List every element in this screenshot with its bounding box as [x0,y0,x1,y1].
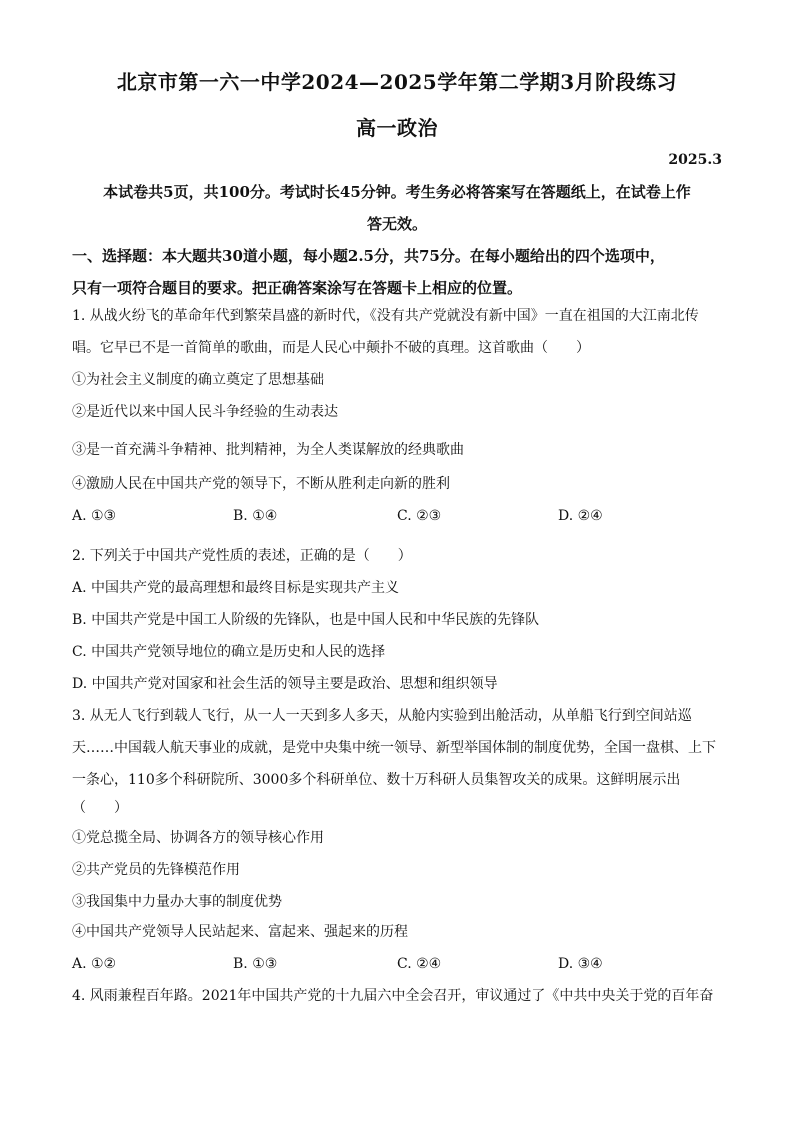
question-2-option-b[interactable]: B. 中国共产党是中国工人阶级的先锋队，也是中国人民和中华民族的先锋队 [72,612,540,628]
exam-title: 北京市第一六一中学2024—2025学年第二学期3月阶段练习 [116,70,678,94]
exam-date: 2025.3 [668,152,722,168]
section-line-1: 一、选择题：本大题共30道小题，每小题2.5分，共75分。在每小题给出的四个选项中， [72,247,665,265]
question-2-option-a[interactable]: A. 中国共产党的最高理想和最终目标是实现共产主义 [72,580,400,596]
question-1-option-a[interactable]: A. ①③ [72,508,117,524]
exam-subject: 高一政治 [356,116,438,140]
question-3-stem-line-4: （ ） [72,800,128,816]
question-1-item-1: ①为社会主义制度的确立奠定了思想基础 [72,372,324,388]
notice-line-2: 答无效。 [366,215,427,233]
question-3-item-2: ②共产党员的先锋模范作用 [72,862,240,878]
question-3-stem-line-2: 天……中国载人航天事业的成就，是党中央集中统一领导、新型举国体制的制度优势，全国一盘棋、上下 [72,740,716,756]
question-1-option-d[interactable]: D. ②④ [558,508,603,524]
question-2-option-c[interactable]: C. 中国共产党领导地位的确立是历史和人民的选择 [72,644,386,660]
question-3-option-a[interactable]: A. ①② [72,956,117,972]
question-2-stem: 2. 下列关于中国共产党性质的表述，正确的是（ ） [72,548,412,564]
question-3-option-b[interactable]: B. ①③ [233,956,278,972]
exam-notice [72,176,722,240]
question-2-option-d[interactable]: D. 中国共产党对国家和社会生活的领导主要是政治、思想和组织领导 [72,676,498,692]
question-3-stem-line-3: 一条心，110多个科研院所、3000多个科研单位、数十万科研人员集智攻关的成果。这鲜明展示出 [72,772,681,788]
question-1-item-3: ③是一首充满斗争精神、批判精神，为全人类谋解放的经典歌曲 [72,442,464,458]
question-3-stem-line-1: 3. 从无人飞行到载人飞行，从一人一天到多人多天，从舱内实验到出舱活动，从单船飞行到空间站巡 [72,708,692,724]
question-3-item-1: ①党总揽全局、协调各方的领导核心作用 [72,830,324,846]
question-1-stem-line-1: 1. 从战火纷飞的革命年代到繁荣昌盛的新时代，《没有共产党就没有新中国》一直在祖国的大江南北传 [72,308,699,324]
section-heading [72,240,722,304]
question-1-stem-line-2: 唱。它早已不是一首简单的歌曲，而是人民心中颠扑不破的真理。这首歌曲（ ） [72,340,590,356]
notice-line-1: 本试卷共5页，共100分。考试时长45分钟。考生务必将答案写在答题纸上，在试卷上作 [103,183,691,201]
section-line-2: 只有一项符合题目的要求。把正确答案涂写在答题卡上相应的位置。 [72,279,523,297]
question-1-option-c[interactable]: C. ②③ [397,508,442,524]
question-1-item-2: ②是近代以来中国人民斗争经验的生动表达 [72,404,338,420]
question-3-item-4: ④中国共产党领导人民站起来、富起来、强起来的历程 [72,924,408,940]
question-4-stem-line-1: 4. 风雨兼程百年路。2021年中国共产党的十九届六中全会召开，审议通过了《中共中央关于党的百年奋 [72,988,714,1004]
question-1-option-b[interactable]: B. ①④ [233,508,278,524]
question-3-option-c[interactable]: C. ②④ [397,956,442,972]
question-1-item-4: ④激励人民在中国共产党的领导下，不断从胜利走向新的胜利 [72,476,450,492]
question-3-option-d[interactable]: D. ③④ [558,956,603,972]
question-3-item-3: ③我国集中力量办大事的制度优势 [72,894,282,910]
